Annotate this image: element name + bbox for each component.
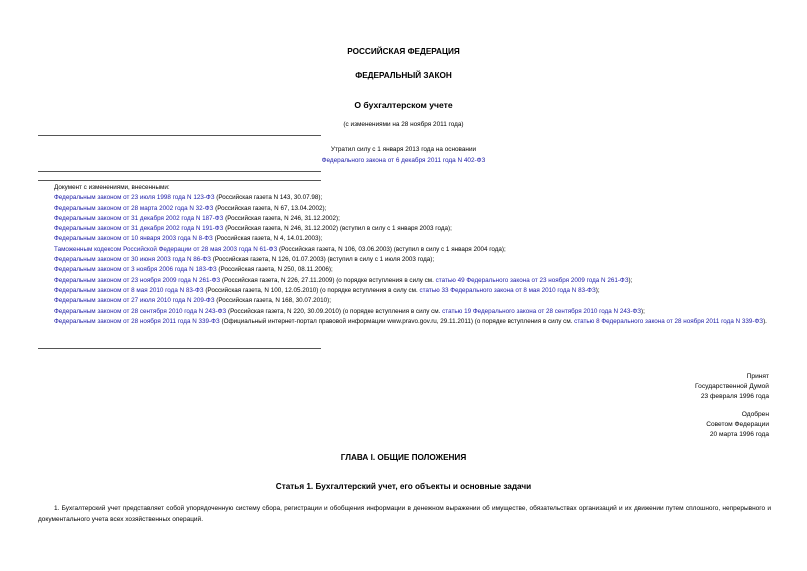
amendment-source: (Российская газета, N 246, 31.12.2002); bbox=[223, 214, 340, 222]
amendment-item bbox=[38, 286, 773, 296]
lost-force-link[interactable]: Федерального закона от 6 декабря 2011 года N 402-ФЗ bbox=[321, 157, 486, 164]
amendment-source: (Российская газета N 143, 30.07.98); bbox=[214, 194, 323, 202]
amendment-item bbox=[38, 317, 773, 327]
approved-label: Одобрен bbox=[741, 411, 769, 418]
lost-force-text: Утратил силу с 1 января 2013 года на основании bbox=[330, 146, 477, 153]
amendment-link[interactable]: Федеральным законом от 23 июля 1998 года N 123-ФЗ bbox=[54, 194, 215, 202]
amendment-item bbox=[38, 276, 773, 286]
amendment-item bbox=[38, 193, 773, 203]
amendment-tail: ). bbox=[763, 317, 767, 325]
law-type-heading: ФЕДЕРАЛЬНЫЙ ЗАКОН bbox=[355, 71, 452, 80]
changes-note: (с изменениями на 28 ноября 2011 года) bbox=[343, 121, 464, 128]
amendment-item bbox=[38, 245, 773, 255]
amendment-source: (Официальный интернет-портал правовой информации www.pravo.gov.ru, 29.11.2011) (о порядке вступления в силу см. bbox=[219, 317, 575, 325]
amendment-link[interactable]: Федеральным законом от 30 июня 2003 года N 86-ФЗ bbox=[54, 256, 211, 264]
council-approval bbox=[706, 410, 769, 441]
amendment-item bbox=[38, 214, 773, 224]
amendment-effective-link[interactable]: статью 8 Федерального закона от 28 ноября 2011 года N 339-ФЗ bbox=[574, 317, 764, 325]
duma-acceptance bbox=[695, 372, 769, 403]
divider bbox=[38, 135, 321, 136]
divider bbox=[38, 348, 321, 349]
federation-heading: РОССИЙСКАЯ ФЕДЕРАЦИЯ bbox=[347, 47, 460, 56]
amendment-link[interactable]: Федеральным законом от 31 декабря 2002 года N 191-ФЗ bbox=[54, 225, 224, 233]
council-date: 20 марта 1996 года bbox=[709, 431, 769, 439]
amendment-link[interactable]: Федеральным законом от 27 июля 2010 года N 209-ФЗ bbox=[54, 297, 215, 305]
amendment-effective-link[interactable]: статью 49 Федерального закона от 23 ноября 2009 года N 261-ФЗ bbox=[435, 276, 629, 284]
duma-date: 23 февраля 1996 года bbox=[700, 393, 769, 401]
amendment-link[interactable]: Федеральным законом от 31 декабря 2002 года N 187-ФЗ bbox=[54, 214, 224, 222]
amendment-link[interactable]: Таможенным кодексом Российской Федерации от 28 мая 2003 года N 61-ФЗ bbox=[54, 245, 278, 253]
amendment-source: (Российская газета, N 100, 12.05.2010) (о порядке вступления в силу см. bbox=[203, 286, 420, 294]
amendment-link[interactable]: Федеральным законом от 28 марта 2002 года N 32-ФЗ bbox=[54, 204, 214, 212]
chapter-title: ГЛАВА I. ОБЩИЕ ПОЛОЖЕНИЯ bbox=[340, 453, 467, 462]
divider bbox=[38, 171, 321, 172]
amendment-link[interactable]: Федеральным законом от 10 января 2003 года N 8-ФЗ bbox=[54, 235, 213, 243]
amendment-source: (Российская газета, N 106, 03.06.2003) (вступил в силу с 1 января 2004 года); bbox=[277, 245, 506, 253]
amendment-item bbox=[38, 224, 773, 234]
amendment-item bbox=[38, 204, 773, 214]
council-name: Советом Федерации bbox=[706, 421, 769, 429]
article-title: Статья 1. Бухгалтерский учет, его объекты и основные задачи bbox=[275, 482, 532, 491]
amendment-link[interactable]: Федеральным законом от 28 ноября 2011 года N 339-ФЗ bbox=[54, 317, 220, 325]
amendment-source: (Российская газета, N 126, 01.07.2003) (вступил в силу с 1 июля 2003 года); bbox=[210, 256, 435, 264]
amendment-source: (Российская газета, N 226, 27.11.2009) (о порядке вступления в силу см. bbox=[220, 276, 436, 284]
amendment-tail: ); bbox=[628, 276, 633, 284]
amendment-source: (Российская газета, N 250, 08.11.2006); bbox=[216, 266, 333, 274]
amendment-source: (Российская газета, N 168, 30.07.2010); bbox=[214, 297, 332, 305]
duma-name: Государственной Думой bbox=[695, 383, 769, 391]
amendment-item bbox=[38, 296, 773, 306]
divider bbox=[38, 180, 321, 181]
article-paragraph: 1. Бухгалтерский учет представляет собой упорядоченную систему сбора, регистрации и обобщения информации в денежном выражении об имуществе, обязательствах организаций и их движении путем сплошного, непрерывного и документального учета всех хозяйственных операций. bbox=[38, 505, 771, 523]
amendment-source: (Российская газета, N 67, 13.04.2002); bbox=[213, 204, 327, 212]
amendment-effective-link[interactable]: статью 33 Федерального закона от 8 мая 2010 года N 83-ФЗ bbox=[419, 286, 596, 294]
amendments-list bbox=[38, 183, 773, 327]
amendment-link[interactable]: Федеральным законом от 3 ноября 2006 года N 183-ФЗ bbox=[54, 266, 217, 274]
amendment-item bbox=[38, 265, 773, 275]
amendment-tail: ); bbox=[595, 286, 600, 294]
amendment-effective-link[interactable]: статью 19 Федерального закона от 28 сентября 2010 года N 243-ФЗ bbox=[442, 307, 642, 315]
amendments-intro: Документ с изменениями, внесенными: bbox=[54, 184, 170, 191]
accepted-label: Принят bbox=[746, 373, 769, 380]
amendment-item bbox=[38, 307, 773, 317]
amendment-item bbox=[38, 234, 773, 244]
amendment-link[interactable]: Федеральным законом от 8 мая 2010 года N 83-ФЗ bbox=[54, 286, 204, 294]
law-title: О бухгалтерском учете bbox=[354, 100, 453, 110]
amendment-tail: ); bbox=[641, 307, 645, 315]
amendment-source: (Российская газета, N 246, 31.12.2002) (вступил в силу с 1 января 2003 года); bbox=[223, 225, 452, 233]
amendment-source: (Российская газета, N 220, 30.09.2010) (о порядке вступления в силу см. bbox=[226, 307, 443, 315]
amendment-item bbox=[38, 255, 773, 265]
amendment-link[interactable]: Федеральным законом от 23 ноября 2009 года N 261-ФЗ bbox=[54, 276, 221, 284]
amendment-source: (Российская газета, N 4, 14.01.2003); bbox=[212, 235, 323, 243]
amendment-link[interactable]: Федеральным законом от 28 сентября 2010 года N 243-ФЗ bbox=[54, 307, 227, 315]
